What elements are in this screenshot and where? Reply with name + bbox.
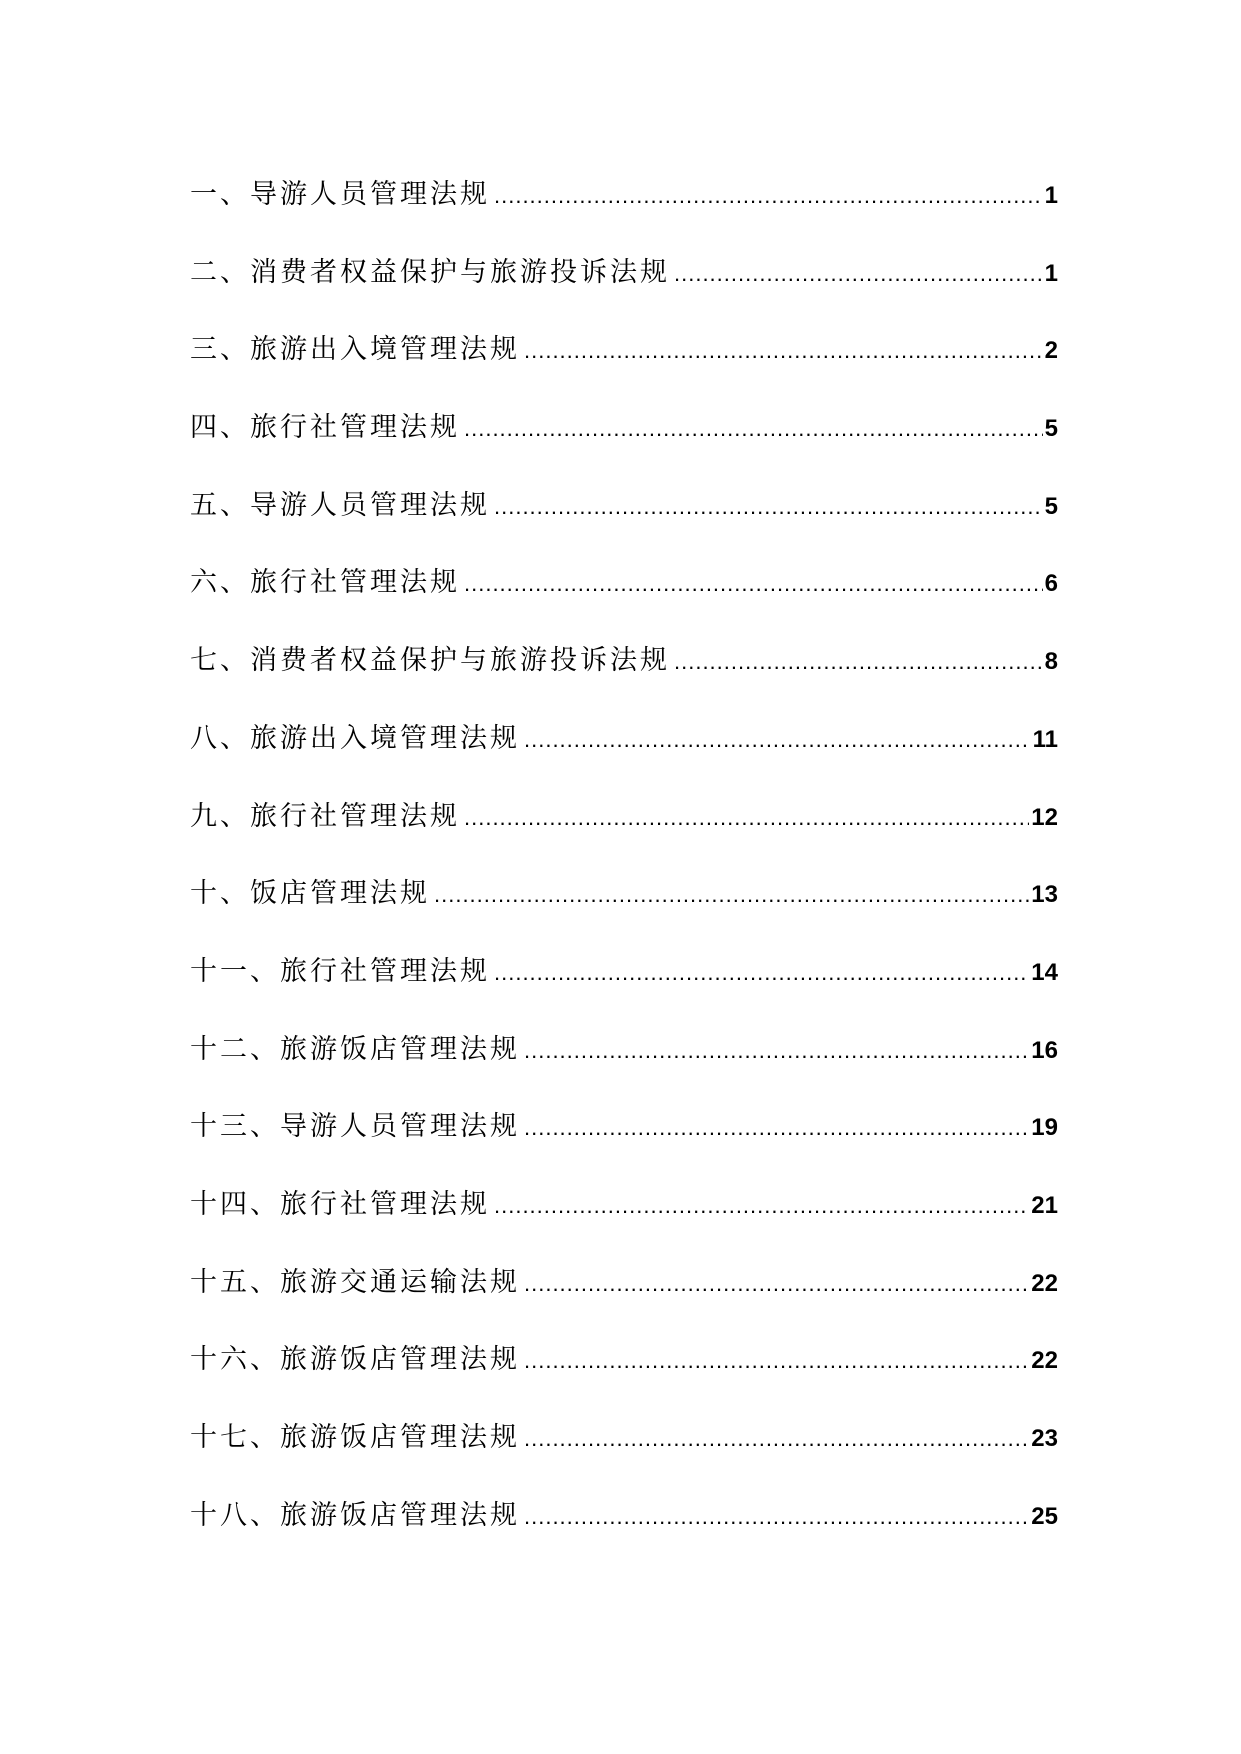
toc-entry-title: 六、旅行社管理法规 [190, 567, 460, 599]
toc-entry[interactable] [190, 794, 1058, 872]
toc-leader-dots [494, 494, 1043, 520]
toc-entry-title: 十七、旅游饭店管理法规 [190, 1422, 520, 1453]
toc-entry[interactable] [190, 1182, 1058, 1260]
toc-entry-title: 十二、旅游饭店管理法规 [190, 1033, 520, 1065]
toc-entry[interactable] [190, 638, 1058, 716]
toc-entry-page: 22 [1031, 1269, 1058, 1297]
toc-leader-dots [494, 183, 1043, 209]
toc-entry-title: 二、消费者权益保护与旅游投诉法规 [190, 256, 670, 288]
toc-leader-dots [524, 1348, 1029, 1374]
toc-entry-title: 一、导游人员管理法规 [190, 179, 490, 210]
toc-leader-dots [494, 960, 1029, 986]
toc-entry[interactable] [190, 483, 1058, 561]
toc-leader-dots [494, 1193, 1029, 1219]
toc-entry[interactable] [190, 172, 1058, 250]
toc-entry[interactable] [190, 250, 1058, 328]
toc-leader-dots [524, 338, 1043, 364]
toc-entry-title: 八、旅游出入境管理法规 [190, 722, 520, 754]
toc-leader-dots [524, 1426, 1029, 1452]
toc-leader-dots [674, 261, 1043, 287]
toc-entry-page: 5 [1044, 492, 1058, 520]
toc-entry-page: 21 [1031, 1191, 1058, 1219]
toc-entry-page: 12 [1031, 803, 1058, 831]
toc-entry[interactable] [190, 1415, 1058, 1493]
toc-entry-title: 五、导游人员管理法规 [190, 489, 490, 521]
toc-entry-title: 十、饭店管理法规 [190, 878, 430, 910]
toc-leader-dots [434, 882, 1029, 908]
toc-entry-page: 11 [1032, 725, 1058, 753]
toc-entry[interactable] [190, 1337, 1058, 1415]
toc-entry-page: 19 [1031, 1114, 1058, 1142]
toc-entry[interactable] [190, 327, 1058, 405]
toc-entry-title: 十四、旅行社管理法规 [190, 1188, 490, 1220]
toc-entry-title: 九、旅行社管理法规 [190, 800, 460, 832]
toc-entry-title: 十一、旅行社管理法规 [190, 955, 490, 987]
toc-entry[interactable] [190, 405, 1058, 483]
toc-entry-title: 十六、旅游饭店管理法规 [190, 1344, 520, 1376]
toc-entry-page: 13 [1031, 881, 1058, 909]
toc-leader-dots [524, 727, 1031, 753]
toc-entry-page: 22 [1031, 1347, 1058, 1375]
toc-entry-page: 23 [1031, 1425, 1058, 1452]
toc-entry[interactable] [190, 949, 1058, 1027]
toc-entry-page: 16 [1031, 1036, 1058, 1064]
toc-entry[interactable] [190, 716, 1058, 794]
toc-entry-page: 14 [1031, 958, 1058, 986]
table-of-contents [190, 172, 1058, 1570]
toc-leader-dots [524, 1115, 1029, 1141]
toc-entry-page: 25 [1031, 1502, 1058, 1530]
toc-entry-page: 5 [1044, 415, 1058, 443]
toc-entry-title: 四、旅行社管理法规 [190, 412, 460, 444]
toc-leader-dots [524, 1038, 1029, 1064]
toc-entry-page: 1 [1044, 182, 1058, 209]
toc-entry-title: 十八、旅游饭店管理法规 [190, 1499, 520, 1531]
toc-entry[interactable] [190, 1260, 1058, 1338]
toc-entry-page: 8 [1044, 648, 1058, 676]
toc-entry[interactable] [190, 1104, 1058, 1182]
toc-entry-title: 十五、旅游交通运输法规 [190, 1266, 520, 1298]
toc-leader-dots [524, 1271, 1029, 1297]
toc-entry[interactable] [190, 560, 1058, 638]
toc-entry-title: 三、旅游出入境管理法规 [190, 334, 520, 366]
toc-entry[interactable] [190, 871, 1058, 949]
toc-entry[interactable] [190, 1493, 1058, 1571]
toc-leader-dots [464, 571, 1043, 597]
toc-entry-page: 2 [1044, 337, 1058, 365]
toc-entry[interactable] [190, 1027, 1058, 1105]
toc-entry-title: 十三、导游人员管理法规 [190, 1111, 520, 1143]
toc-leader-dots [674, 649, 1043, 675]
toc-entry-title: 七、消费者权益保护与旅游投诉法规 [190, 645, 670, 677]
toc-leader-dots [464, 805, 1029, 831]
toc-leader-dots [524, 1504, 1029, 1530]
toc-entry-page: 6 [1044, 570, 1058, 598]
toc-leader-dots [464, 416, 1043, 442]
toc-entry-page: 1 [1044, 259, 1058, 287]
